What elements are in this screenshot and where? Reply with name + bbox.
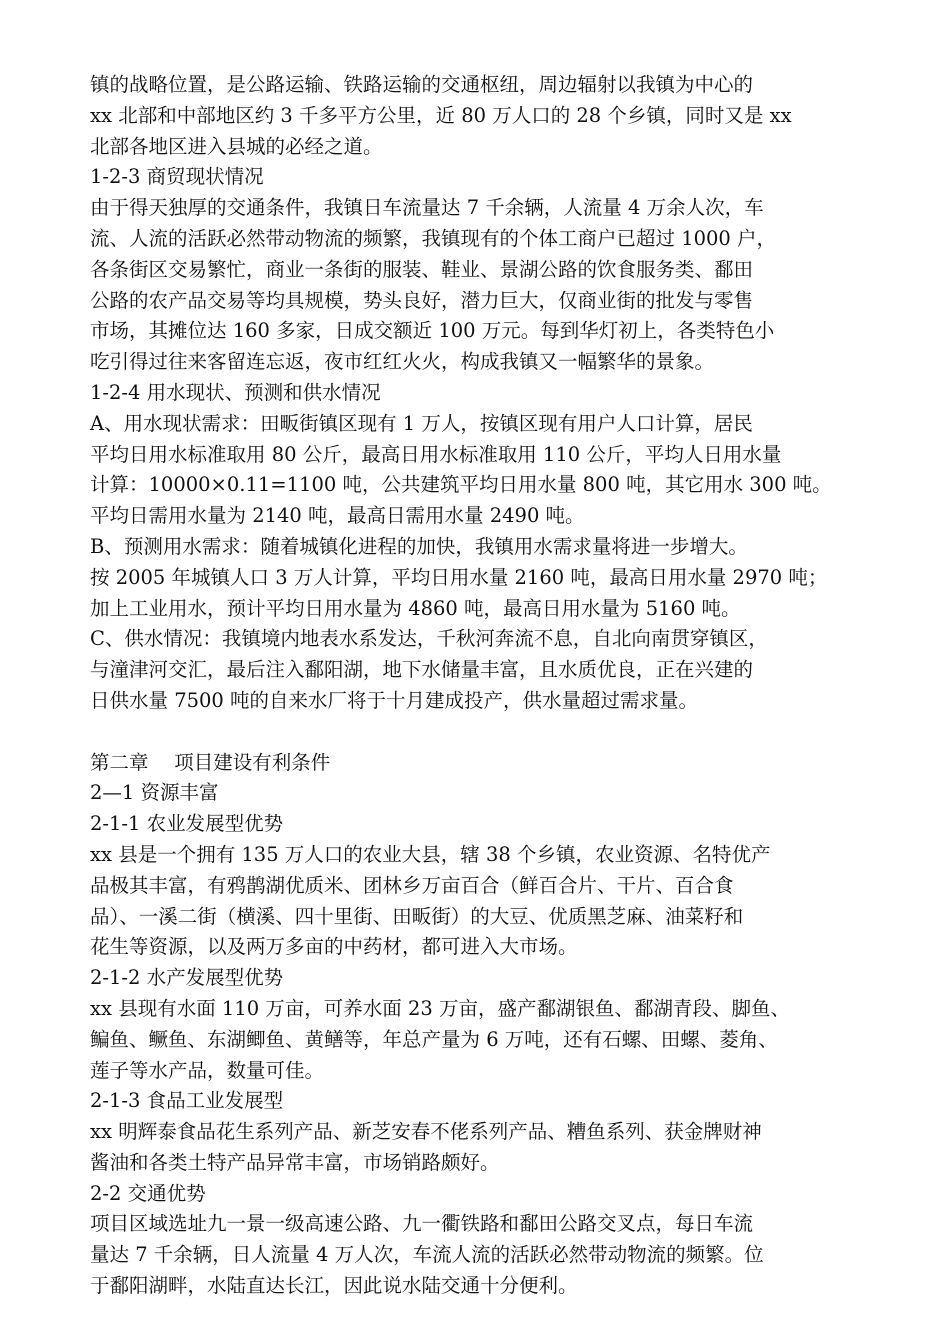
text-line: xx 明辉泰食品花生系列产品、新芝安春不佬系列产品、糟鱼系列、获金牌财神 [90,1120,762,1144]
text-line: 计算：10000×0.11=1100 吨，公共建筑平均日用水量 800 吨，其它用水 300 吨。 [90,473,832,497]
text-line: 于鄱阳湖畔，水陆直达长江，因此说水陆交通十分便利。 [90,1274,578,1298]
text-line: xx 北部和中部地区约 3 千多平方公里，近 80 万人口的 28 个乡镇，同时又是 xx [90,103,792,127]
text-line: C、供水情况：我镇境内地表水系发达，千秋河奔流不息，自北向南贯穿镇区， [90,627,768,651]
text-line: 酱油和各类土特产品异常丰富，市场销路颇好。 [90,1150,500,1174]
document-body [90,70,880,1302]
text-line: 由于得天独厚的交通条件，我镇日车流量达 7 千余辆，人流量 4 万余人次，车 [90,196,764,220]
text-line: xx 县是一个拥有 135 万人口的农业大县，辖 38 个乡镇，农业资源、名特优产 [90,842,771,866]
text-line: 流、人流的活跃必然带动物流的频繁，我镇现有的个体工商户已超过 1000 户， [90,226,777,250]
blank-line [90,717,880,748]
text-line: 加上工业用水，预计平均日用水量为 4860 吨，最高日用水量为 5160 吨。 [90,596,741,620]
text-line: 日供水量 7500 吨的自来水厂将于十月建成投产，供水量超过需求量。 [90,688,699,712]
chapter-heading: 第二章 项目建设有利条件 [90,750,331,774]
text-line: 项目区域选址九一景一级高速公路、九一衢铁路和鄱田公路交叉点，每日车流 [90,1212,754,1236]
section-heading: 2-1-2 水产发展型优势 [90,966,284,990]
section-heading: 1-2-4 用水现状、预测和供水情况 [90,380,381,404]
text-line: 品）、一溪二街（横溪、四十里街、田畈街）的大豆、优质黑芝麻、油菜籽和 [90,904,744,928]
text-line: 各条街区交易繁忙，商业一条街的服装、鞋业、景湖公路的饮食服务类、鄱田 [90,257,754,281]
text-line: 花生等资源，以及两万多亩的中药材，都可进入大市场。 [90,935,578,959]
section-heading: 2—1 资源丰富 [90,781,219,805]
text-line: xx 县现有水面 110 万亩，可养水面 23 万亩，盛产鄱湖银鱼、鄱湖青段、脚鱼、 [90,996,791,1020]
text-line: 平均日用水标准取用 80 公斤，最高日用水标准取用 110 公斤，平均人日用水量 [90,442,782,466]
section-heading: 2-1-1 农业发展型优势 [90,812,284,836]
text-line: 平均日需用水量为 2140 吨，最高日需用水量 2490 吨。 [90,504,585,528]
text-line: 镇的战略位置，是公路运输、铁路运输的交通枢纽，周边辐射以我镇为中心的 [90,73,754,96]
section-heading: 2-2 交通优势 [90,1181,206,1205]
text-line: 北部各地区进入县城的必经之道。 [90,134,383,158]
text-line: 品极其丰富，有鸦鹊湖优质米、团林乡万亩百合（鲜百合片、干片、百合食 [90,873,734,897]
text-line: A、用水现状需求：田畈街镇区现有 1 万人，按镇区现有用户人口计算，居民 [90,411,753,435]
text-line: 鳊鱼、鳜鱼、东湖鲫鱼、黄鳝等，年总产量为 6 万吨，还有石螺、田螺、菱角、 [90,1027,778,1051]
text-line: 吃引得过往来客留连忘返，夜市红红火火，构成我镇又一幅繁华的景象。 [90,350,715,374]
text-line: 公路的农产品交易等均具规模，势头良好，潜力巨大，仅商业街的批发与零售 [90,288,754,312]
text-line: 按 2005 年城镇人口 3 万人计算，平均日用水量 2160 吨，最高日用水量 2970 吨； [90,565,828,589]
text-line: 市场，其摊位达 160 多家，日成交额近 100 万元。每到华灯初上，各类特色小 [90,319,775,343]
section-heading: 2-1-3 食品工业发展型 [90,1089,284,1113]
text-line: 量达 7 千余辆，日人流量 4 万人次，车流人流的活跃必然带动物流的频繁。位 [90,1243,764,1267]
text-line: 与潼津河交汇，最后注入鄱阳湖，地下水储量丰富，且水质优良，正在兴建的 [90,658,754,682]
section-heading: 1-2-3 商贸现状情况 [90,165,264,189]
text-line: B、预测用水需求：随着城镇化进程的加快，我镇用水需求量将进一步增大。 [90,534,748,558]
text-line: 莲子等水产品，数量可佳。 [90,1058,325,1082]
